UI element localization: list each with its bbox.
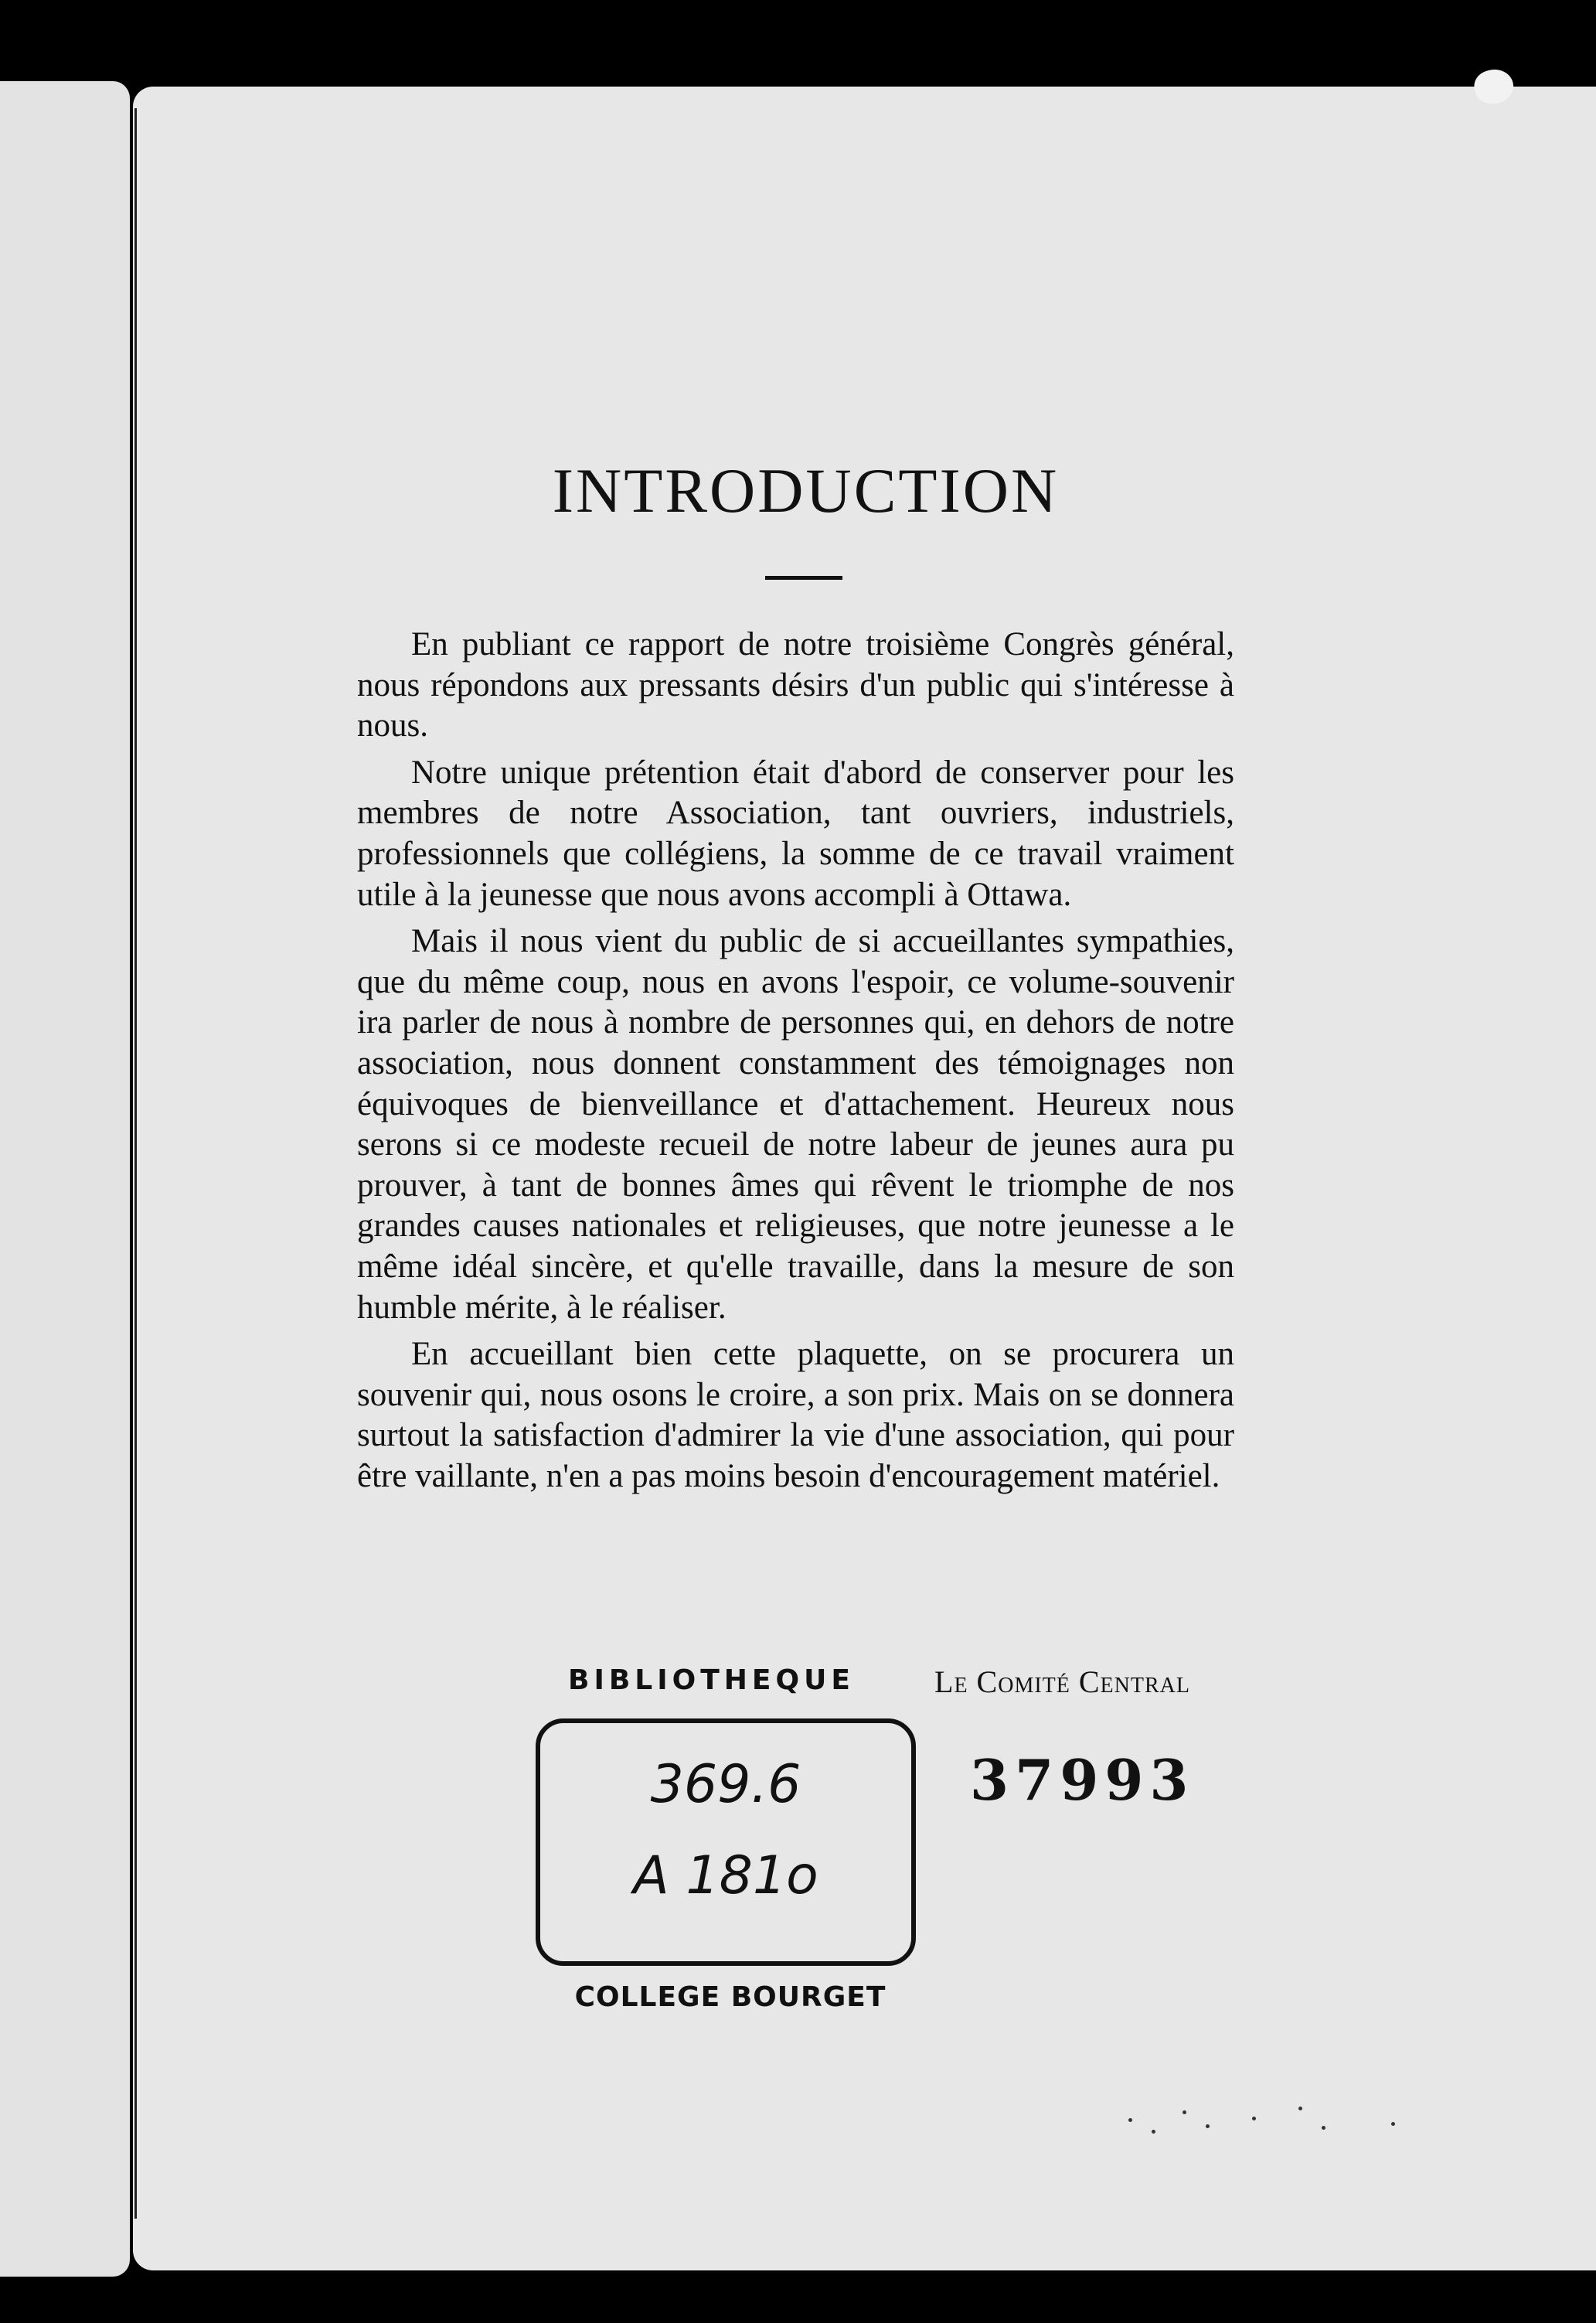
- paragraph-4: En accueillant bien cette plaquette, on se procurera un souvenir qui, nous osons le croire, a son prix. Mais on se donnera surtout la satisfaction d'admirer la vie d'une association, qui pour être vaillante, n'en a pas moins besoin d'encouragement matériel.: [357, 1336, 1234, 1494]
- library-stamp-label: BIBLIOTHEQUE: [568, 1664, 855, 1696]
- paragraph-2: Notre unique prétention était d'abord de conserver pour les membres de notre Association, tant ouvriers, industriels, professionnels que collégiens, la somme de ce travail vraiment utile à la jeunesse que nous avons accompli à Ottawa.: [357, 754, 1234, 913]
- library-stamp-college: COLLEGE BOURGET: [574, 1981, 886, 2013]
- body-text: [357, 625, 1234, 1503]
- call-number-line-1: 369.6: [650, 1754, 801, 1815]
- call-number-line-2: A 181o: [633, 1845, 818, 1906]
- facing-page-edge: [0, 81, 130, 2277]
- accession-number: 37993: [970, 1747, 1195, 1813]
- ink-specks: [1121, 2095, 1414, 2149]
- library-stamp-box: [536, 1718, 916, 1966]
- title-rule: [765, 576, 842, 580]
- page-spine-line: [134, 108, 137, 2219]
- paragraph-1: En publiant ce rapport de notre troisième Congrès général, nous répondons aux pressants désirs d'un public qui s'intéresse à nous.: [357, 626, 1234, 744]
- page-title: INTRODUCTION: [552, 455, 1060, 526]
- paragraph-3: Mais il nous vient du public de si accueillantes sympathies, que du même coup, nous en avons l'espoir, ce volume-souvenir ira parler de nous à nombre de personnes qui, en dehors de notre association, nous donnent constamment des témoignages non équivoques de bienveillance et d'attachement. Heureux nous serons si ce modeste recueil de notre labeur de jeunes aura pu prouver, à tant de bonnes âmes qui rêvent le triomphe de nos grandes causes nationales et religieuses, que notre jeunesse a le même idéal sincère, et qu'elle travaille, dans la mesure de son humble mérite, à le réaliser.: [357, 923, 1234, 1326]
- signature: Le Comité Central: [934, 1664, 1190, 1699]
